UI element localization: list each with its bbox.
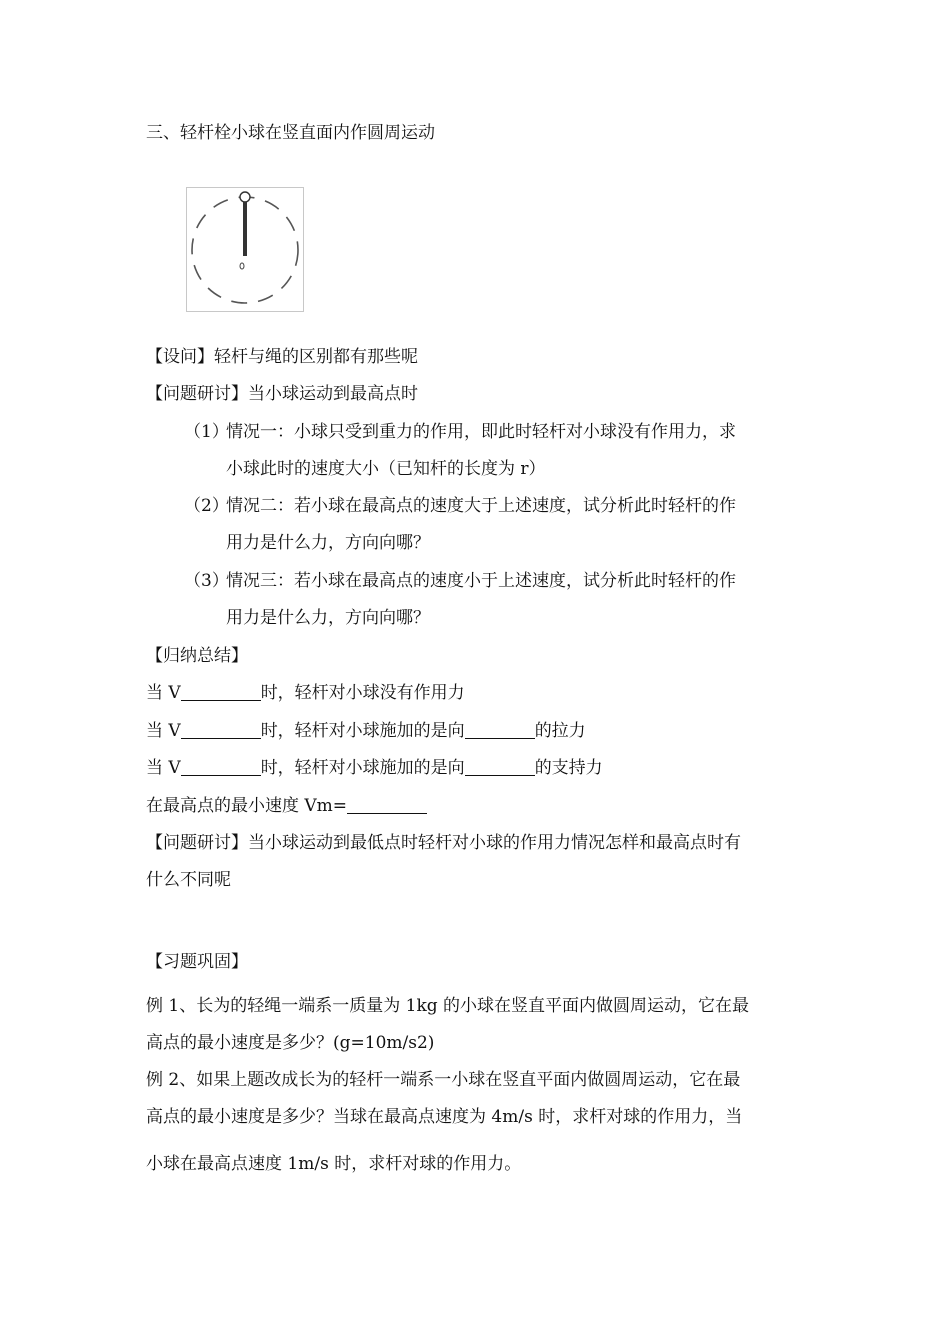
summary-line-4: [146, 795, 427, 817]
ex1-line2: 高点的最小速度是多少？(g=10m/s2): [146, 1033, 435, 1053]
summary-l3-pre: 当 V: [146, 758, 181, 778]
summary-l4-pre: 在最高点的最小速度 Vm=: [146, 796, 348, 816]
study2-line2: 什么不同呢: [146, 870, 231, 890]
question-line: [146, 346, 418, 368]
fill-blank: [181, 757, 261, 776]
study2-text: 当小球运动到最低点时轻杆对小球的作用力情况怎样和最高点时有: [248, 833, 741, 853]
case1-num: （1）: [184, 422, 229, 442]
fill-blank: [465, 757, 535, 776]
ex2-line3: 小球在最高点速度 1m/s 时，求杆对球的作用力。: [146, 1154, 522, 1174]
ex1-line1: 例 1、长为的轻绳一端系一质量为 1kg 的小球在竖直平面内做圆周运动，它在最: [146, 996, 750, 1016]
case2-line2: 用力是什么力，方向向哪？: [226, 533, 430, 553]
case3-num: （3）: [184, 571, 229, 591]
summary-l2-pre: 当 V: [146, 721, 181, 741]
pivot-point: [240, 263, 244, 269]
ball-top: [240, 192, 250, 202]
case1-line2: 小球此时的速度大小（已知杆的长度为 r）: [226, 459, 546, 479]
case2-num: （2）: [184, 496, 229, 516]
summary-line-3: [146, 757, 603, 779]
study2-line1: [146, 832, 741, 854]
summary-l2-mid: 时，轻杆对小球施加的是向: [260, 721, 465, 741]
fill-blank: [465, 720, 535, 739]
summary-line-1: [146, 682, 465, 704]
summary-l1-pre: 当 V: [146, 683, 181, 703]
summary-l3-post: 的支持力: [534, 758, 603, 778]
study1-label: 【问题研讨】: [146, 384, 248, 404]
study1-line: [146, 383, 418, 405]
study1-text: 当小球运动到最高点时: [248, 384, 418, 404]
fill-blank: [347, 795, 427, 814]
section-title: 三、轻杆栓小球在竖直面内作圆周运动: [146, 123, 435, 143]
ex2-line1: 例 2、如果上题改成长为的轻杆一端系一小球在竖直平面内做圆周运动，它在最: [146, 1070, 741, 1090]
summary-line-2: [146, 720, 586, 742]
question-text: 轻杆与绳的区别都有那些呢: [214, 347, 418, 367]
case1-line1: 情况一：小球只受到重力的作用，即此时轻杆对小球没有作用力，求: [226, 422, 736, 442]
fill-blank: [181, 720, 261, 739]
summary-label: 【归纳总结】: [146, 646, 248, 666]
fill-blank: [181, 682, 261, 701]
case3-line2: 用力是什么力，方向向哪？: [226, 608, 430, 628]
study2-label: 【问题研讨】: [146, 833, 248, 853]
summary-l1-post: 时，轻杆对小球没有作用力: [260, 683, 465, 703]
case3-line1: 情况三：若小球在最高点的速度小于上述速度，试分析此时轻杆的作: [226, 571, 736, 591]
light-rod: [243, 202, 247, 256]
case2-line1: 情况二：若小球在最高点的速度大于上述速度，试分析此时轻杆的作: [226, 496, 736, 516]
ex2-line2: 高点的最小速度是多少？当球在最高点速度为 4m/s 时，求杆对球的作用力，当: [146, 1107, 743, 1127]
exercise-label: 【习题巩固】: [146, 952, 248, 972]
summary-l3-mid: 时，轻杆对小球施加的是向: [260, 758, 465, 778]
summary-l2-post: 的拉力: [534, 721, 586, 741]
rod-circle-svg: [187, 188, 303, 311]
question-label: 【设问】: [146, 347, 214, 367]
rod-circle-diagram: [186, 187, 304, 312]
